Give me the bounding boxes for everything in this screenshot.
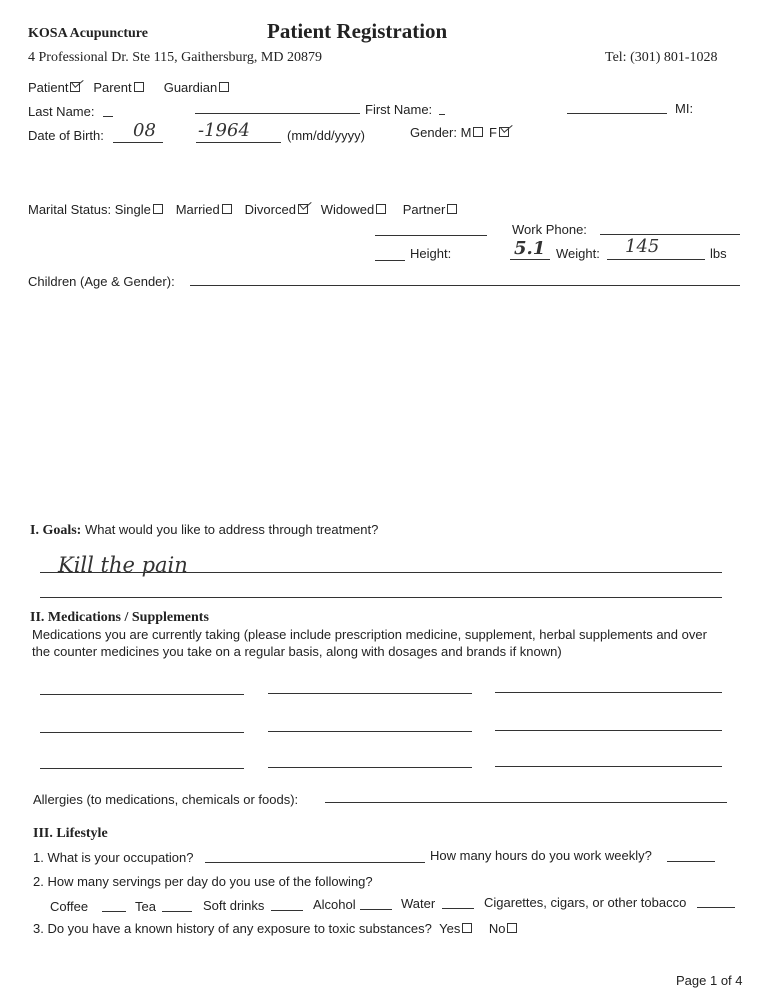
divorced-checkbox[interactable]: [298, 204, 308, 214]
goal-line-1[interactable]: [40, 572, 722, 573]
tea-field[interactable]: [162, 911, 192, 912]
medication-line[interactable]: [495, 730, 722, 731]
height-prefix-field[interactable]: [375, 260, 405, 261]
widowed-label: Widowed: [320, 202, 375, 217]
mi-label: MI:: [675, 101, 694, 116]
coffee-label: Coffee: [50, 899, 89, 914]
height-label: Height:: [410, 246, 452, 261]
yes-checkbox[interactable]: [462, 923, 472, 933]
marital-label: Marital Status:: [28, 202, 112, 217]
water-field[interactable]: [442, 908, 474, 909]
no-label: No: [488, 921, 506, 936]
hours-field[interactable]: [667, 861, 715, 862]
single-label: Single: [114, 202, 151, 217]
occupation-label: 1. What is your occupation?: [33, 850, 194, 865]
water-label: Water: [401, 896, 436, 911]
yes-label: Yes: [439, 921, 461, 936]
lifestyle-heading: III. Lifestyle: [33, 826, 108, 841]
medication-line[interactable]: [268, 767, 472, 768]
tobacco-field[interactable]: [697, 907, 735, 908]
weight-value: 145: [625, 236, 660, 257]
alcohol-label: Alcohol: [313, 897, 356, 912]
children-label: Children (Age & Gender):: [28, 274, 175, 289]
medications-text-1: Medications you are currently taking (please include prescription medicine, supplement, herbal supplements and over: [32, 627, 707, 642]
last-name-field[interactable]: [103, 116, 113, 117]
coffee-field[interactable]: [102, 911, 126, 912]
medication-line[interactable]: [268, 731, 472, 732]
clinic-phone: Tel: (301) 801-1028: [605, 50, 718, 65]
page-number: Page 1 of 4: [676, 973, 743, 988]
allergies-label: Allergies (to medications, chemicals or foods):: [33, 792, 299, 807]
goal-line-2[interactable]: [40, 597, 722, 598]
toxic-row: [33, 921, 519, 936]
height-field[interactable]: [510, 259, 550, 260]
dob-month-value: 08: [133, 120, 156, 141]
gender-m-checkbox[interactable]: [473, 127, 483, 137]
dob-month-field[interactable]: [113, 142, 163, 143]
height-value: 5.1: [514, 238, 546, 259]
dob-year-field[interactable]: [196, 142, 281, 143]
medication-line[interactable]: [495, 692, 722, 693]
gender-label: Gender: M: [410, 125, 472, 140]
guardian-label: Guardian: [163, 80, 218, 95]
parent-checkbox[interactable]: [134, 82, 144, 92]
servings-label: 2. How many servings per day do you use of the following?: [33, 874, 373, 889]
patient-label: Patient: [28, 80, 69, 95]
dob-format: (mm/dd/yyyy): [287, 128, 365, 143]
work-phone-field[interactable]: [600, 234, 740, 235]
alcohol-field[interactable]: [360, 909, 392, 910]
soft-drinks-label: Soft drinks: [203, 898, 265, 913]
work-phone-label: Work Phone:: [512, 222, 587, 237]
tea-label: Tea: [135, 899, 156, 914]
parent-label: Parent: [93, 80, 132, 95]
role-row: [28, 80, 231, 95]
dob-label: Date of Birth:: [28, 128, 104, 143]
medications-heading: II. Medications / Supplements: [30, 610, 209, 625]
toxic-question: 3. Do you have a known history of any exposure to toxic substances?: [33, 921, 432, 936]
soft-drinks-field[interactable]: [271, 910, 303, 911]
goals-question: What would you like to address through treatment?: [84, 522, 379, 537]
allergies-field[interactable]: [325, 802, 727, 803]
gender-f-label: F: [489, 125, 497, 140]
single-checkbox[interactable]: [153, 204, 163, 214]
weight-field[interactable]: [607, 259, 705, 260]
clinic-name: KOSA Acupuncture: [28, 26, 148, 41]
children-field[interactable]: [190, 285, 740, 286]
dob-year-value: -1964: [198, 120, 250, 141]
clinic-address: 4 Professional Dr. Ste 115, Gaithersburg, MD 20879: [28, 50, 322, 65]
goal-answer: Kill the pain: [58, 553, 188, 577]
lbs-label: lbs: [710, 246, 727, 261]
medication-line[interactable]: [268, 693, 472, 694]
patient-checkbox[interactable]: [70, 82, 80, 92]
widowed-checkbox[interactable]: [376, 204, 386, 214]
married-checkbox[interactable]: [222, 204, 232, 214]
gender-group: [410, 125, 511, 140]
occupation-field[interactable]: [205, 862, 425, 863]
hours-label: How many hours do you work weekly?: [430, 848, 652, 863]
goals-heading: I. Goals:: [30, 523, 82, 538]
medication-line[interactable]: [495, 766, 722, 767]
medication-line[interactable]: [40, 694, 244, 695]
medication-line[interactable]: [40, 768, 244, 769]
phone-field[interactable]: [375, 235, 487, 236]
tobacco-label: Cigarettes, cigars, or other tobacco: [484, 895, 687, 910]
last-name-field-2[interactable]: [195, 113, 360, 114]
married-label: Married: [175, 202, 220, 217]
divorced-label: Divorced: [244, 202, 296, 217]
no-checkbox[interactable]: [507, 923, 517, 933]
gender-f-checkbox[interactable]: [499, 127, 509, 137]
medication-line[interactable]: [40, 732, 244, 733]
page-title: Patient Registration: [267, 19, 448, 43]
first-name-field-2[interactable]: [567, 113, 667, 114]
marital-row: [28, 202, 459, 217]
guardian-checkbox[interactable]: [219, 82, 229, 92]
first-name-field[interactable]: [439, 114, 445, 115]
medications-text-2: the counter medicines you take on a regular basis, along with dosages and brands if known): [32, 644, 562, 659]
partner-label: Partner: [402, 202, 446, 217]
partner-checkbox[interactable]: [447, 204, 457, 214]
weight-label: Weight:: [556, 246, 600, 261]
first-name-label: First Name:: [365, 102, 433, 117]
goals-row: [30, 522, 378, 539]
last-name-label: Last Name:: [28, 104, 95, 119]
